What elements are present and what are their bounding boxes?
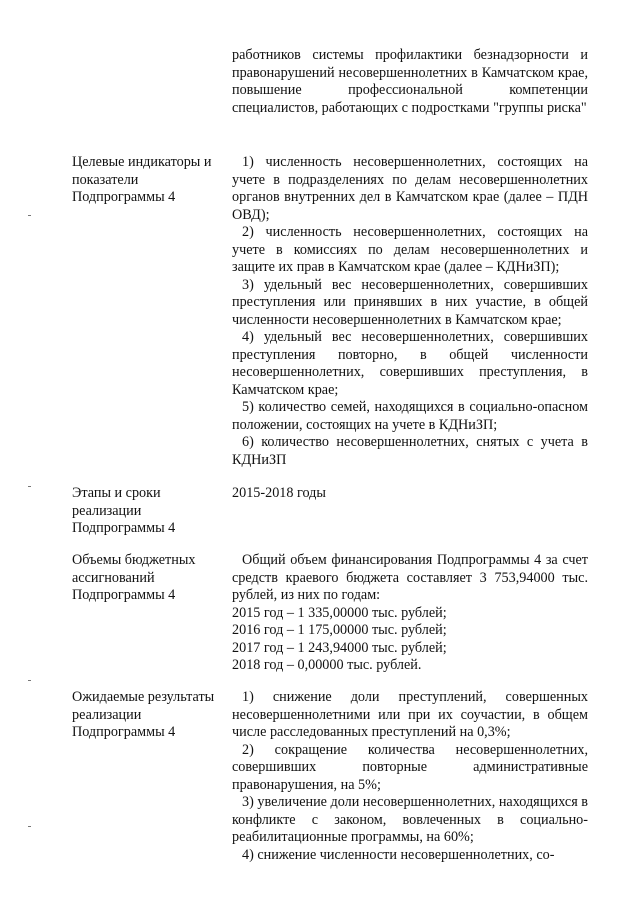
indicator-item: 4) удельный вес несовершеннолетних, совершивших преступления повторно, в общей численности несовершеннолетних, совершивших преступления, в Камчатском крае; xyxy=(232,329,588,398)
indicators-label: Целевые индикаторы и показатели Подпрограммы 4 xyxy=(72,154,212,205)
budget-year-line: 2017 год – 1 243,94000 тыс. рублей; xyxy=(232,639,447,656)
scan-mark xyxy=(28,826,31,827)
stages-cell xyxy=(232,485,588,503)
indicator-item: 3) удельный вес несовершеннолетних, совершивших преступления или принявших в них участие, в общей численности несовершеннолетних в Камчатском крае; xyxy=(232,276,588,328)
scan-mark xyxy=(28,486,31,487)
budget-year-line: 2018 год – 0,00000 тыс. рублей. xyxy=(232,657,422,673)
stages-label: Этапы и сроки реализации Подпрограммы 4 xyxy=(72,485,176,536)
result-item: 3) увеличение доли несовершеннолетних, находящихся в конфликте с законом, вовлеченных в социально-реабилитационные программы, на 60%; xyxy=(232,794,588,845)
budget-summary: Общий объем финансирования Подпрограммы 4 за счет средств краевого бюджета составляет 3 753,94000 тыс. рублей, из них по годам: xyxy=(232,552,588,603)
budget-year-line: 2016 год – 1 175,00000 тыс. рублей; xyxy=(232,622,447,638)
indicators-list xyxy=(232,154,588,469)
results-label: Ожидаемые результаты реализации Подпрограммы 4 xyxy=(72,689,215,740)
budget-cell xyxy=(232,552,588,675)
budget-year-line: 2015 год – 1 335,00000 тыс. рублей; xyxy=(232,604,447,621)
result-item: 2) сокращение количества несовершеннолетних, совершивших повторные административные правонарушения, на 5%; xyxy=(232,741,588,793)
indicator-item: 1) численность несовершеннолетних, состоящих на учете в подразделениях по делам несовершеннолетних органов внутренних дел в Камчатском крае (далее – ПДН ОВД); xyxy=(232,154,588,223)
indicator-item: 2) численность несовершеннолетних, состоящих на учете в комиссиях по делам несовершеннолетних и защите их прав в Камчатском крае (далее – КДНиЗП); xyxy=(232,224,588,275)
stages-value: 2015-2018 годы xyxy=(232,485,326,501)
indicator-item: 6) количество несовершеннолетних, снятых с учета в КДНиЗП xyxy=(232,434,588,468)
intro-paragraph: работников системы профилактики безнадзорности и правонарушений несовершеннолетних в Камчатском крае, повышение профессиональной компетенции специалистов, работающих с подростками "группы риска" xyxy=(232,47,588,116)
result-item: 4) снижение численности несовершеннолетних, со- xyxy=(242,846,555,863)
indicator-item: 5) количество семей, находящихся в социально-опасном положении, состоящих на учете в КДНиЗП; xyxy=(232,399,588,433)
budget-label: Объемы бюджетных ассигнований Подпрограммы 4 xyxy=(72,552,196,603)
results-list xyxy=(232,689,588,864)
result-item: 1) снижение доли преступлений, совершенных несовершеннолетними или при их соучастии, в общем числе расследованных преступлений на 0,3%; xyxy=(232,689,588,740)
scan-mark xyxy=(28,215,31,216)
scan-mark xyxy=(28,680,31,681)
intro-text-cell xyxy=(232,47,588,117)
